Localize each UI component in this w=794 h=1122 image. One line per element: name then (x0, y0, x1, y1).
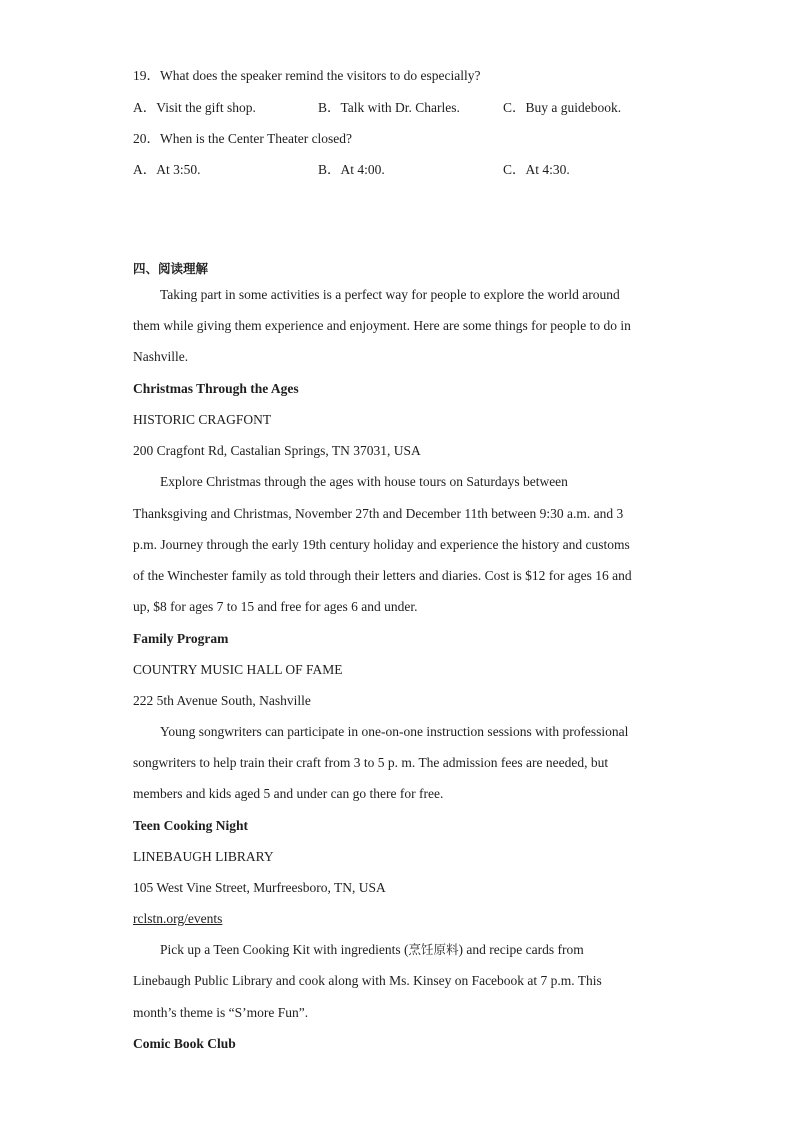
event-body-line: members and kids aged 5 and under can go there for free. (133, 786, 444, 801)
event-body-line: Explore Christmas through the ages with house tours on Saturdays between (160, 474, 568, 489)
question-19-option-c: C．Buy a guidebook. (503, 100, 622, 115)
event-venue: HISTORIC CRAGFONT (133, 412, 272, 427)
event-body-line: songwriters to help train their craft from 3 to 5 p. m. The admission fees are needed, but (133, 755, 609, 770)
event-title: Family Program (133, 631, 229, 646)
intro-line: them while giving them experience and enjoyment. Here are some things for people to do in (133, 318, 631, 333)
event-title: Comic Book Club (133, 1036, 236, 1051)
event-body-text: Pick up a Teen Cooking Kit with ingredients ( (160, 942, 409, 957)
event-body-line: Linebaugh Public Library and cook along with Ms. Kinsey on Facebook at 7 p.m. This (133, 973, 602, 988)
event-body-line: month’s theme is “S’more Fun”. (133, 1005, 309, 1020)
chinese-gloss: 烹饪原料 (408, 942, 459, 957)
event-title: Christmas Through the Ages (133, 381, 299, 396)
event-website-link[interactable]: rclstn.org/events (133, 911, 223, 926)
event-address: 105 West Vine Street, Murfreesboro, TN, USA (133, 880, 386, 895)
event-body-line: Thanksgiving and Christmas, November 27th and December 11th between 9:30 a.m. and 3 (133, 506, 624, 521)
event-address: 222 5th Avenue South, Nashville (133, 693, 311, 708)
event-body-line: up, $8 for ages 7 to 15 and free for ages 6 and under. (133, 599, 418, 614)
question-20-option-b: B．At 4:00. (318, 162, 385, 177)
event-body-line: Young songwriters can participate in one-on-one instruction sessions with professional (160, 724, 629, 739)
section-title: 四、阅读理解 (133, 261, 209, 276)
event-body-line (160, 942, 584, 958)
intro-line: Taking part in some activities is a perfect way for people to explore the world around (160, 287, 620, 302)
question-20-option-a: A．At 3:50. (133, 162, 201, 177)
event-title: Teen Cooking Night (133, 818, 249, 833)
question-20-option-c: C．At 4:30. (503, 162, 570, 177)
question-20-stem: 20．When is the Center Theater closed? (133, 131, 353, 146)
event-body-text: ) and recipe cards from (458, 942, 584, 957)
event-body-line: of the Winchester family as told through their letters and diaries. Cost is $12 for ages 16 and (133, 568, 632, 583)
event-venue: COUNTRY MUSIC HALL OF FAME (133, 662, 343, 677)
event-venue: LINEBAUGH LIBRARY (133, 849, 274, 864)
question-19-stem: 19．What does the speaker remind the visitors to do especially? (133, 68, 481, 83)
question-19-option-b: B．Talk with Dr. Charles. (318, 100, 460, 115)
intro-line: Nashville. (133, 349, 189, 364)
event-body-line: p.m. Journey through the early 19th century holiday and experience the history and customs (133, 537, 630, 552)
event-address: 200 Cragfont Rd, Castalian Springs, TN 37031, USA (133, 443, 421, 458)
question-19-option-a: A．Visit the gift shop. (133, 100, 256, 115)
